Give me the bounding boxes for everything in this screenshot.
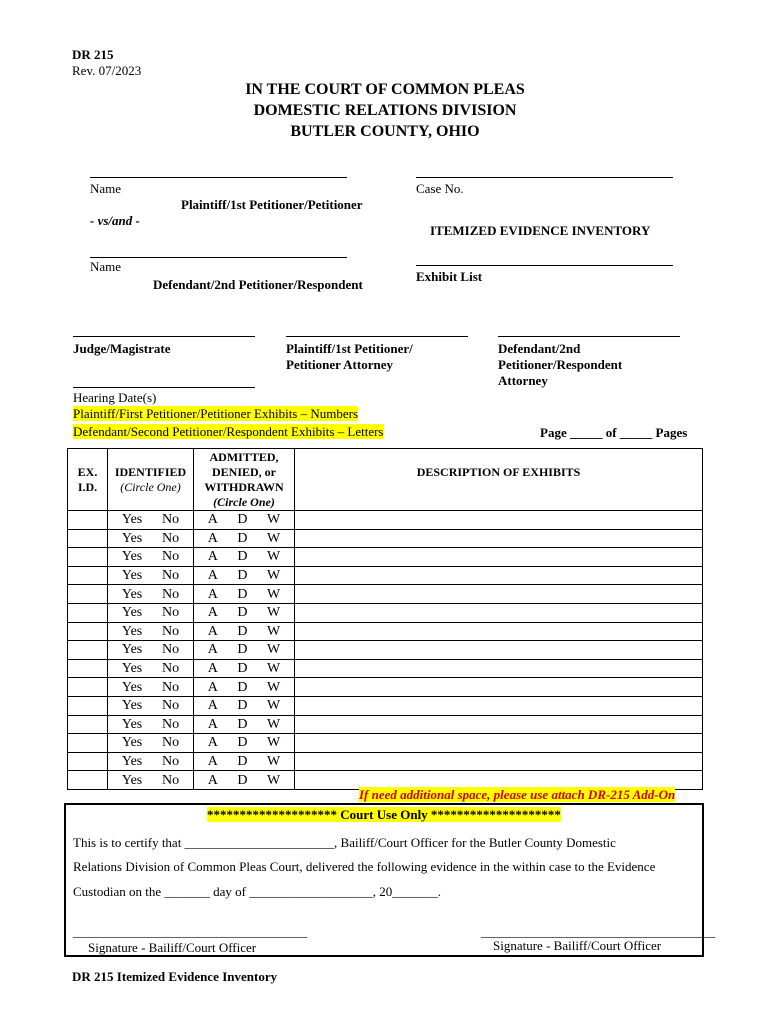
plaintiff-attorney-line: [286, 336, 468, 337]
denied-d[interactable]: D: [237, 698, 248, 714]
description-cell[interactable]: [295, 511, 703, 530]
name-line-2: [90, 257, 347, 258]
admitted-cell[interactable]: [194, 734, 295, 753]
description-cell[interactable]: [295, 715, 703, 734]
name-label-1: Name: [90, 181, 122, 196]
admitted-a[interactable]: A: [207, 530, 218, 546]
identified-yes[interactable]: Yes: [121, 642, 143, 658]
identified-cell[interactable]: [108, 603, 194, 622]
exhibit-id-cell[interactable]: [68, 603, 108, 622]
table-row: [68, 659, 703, 678]
withdrawn-w[interactable]: W: [267, 716, 281, 732]
header-identified: [108, 449, 194, 511]
exhibit-id-cell[interactable]: [68, 659, 108, 678]
identified-cell[interactable]: [108, 715, 194, 734]
header-id-label: I.D.: [77, 479, 98, 494]
admitted-a[interactable]: A: [207, 642, 218, 658]
denied-d[interactable]: D: [237, 530, 248, 546]
admitted-a[interactable]: A: [207, 549, 218, 565]
withdrawn-w[interactable]: W: [267, 549, 281, 565]
identified-cell[interactable]: [108, 696, 194, 715]
identified-cell[interactable]: [108, 734, 194, 753]
table-row: [68, 715, 703, 734]
identified-yes[interactable]: Yes: [121, 568, 143, 584]
denied-d[interactable]: D: [237, 642, 248, 658]
identified-yes[interactable]: Yes: [121, 530, 143, 546]
identified-yes[interactable]: Yes: [121, 716, 143, 732]
header-ex-id: [68, 449, 108, 511]
exhibit-id-cell[interactable]: [68, 529, 108, 548]
signature-label-left: Signature - Bailiff/Court Officer: [88, 940, 257, 955]
signature-line-left: ____________________________________: [73, 924, 307, 939]
identified-yes[interactable]: Yes: [121, 679, 143, 695]
identified-no[interactable]: No: [162, 735, 180, 751]
identified-no[interactable]: No: [162, 698, 180, 714]
admitted-cell[interactable]: [194, 696, 295, 715]
withdrawn-w[interactable]: W: [267, 568, 281, 584]
case-no-label: Case No.: [416, 181, 464, 196]
admitted-a[interactable]: A: [207, 568, 218, 584]
table-row: [68, 734, 703, 753]
identified-no[interactable]: No: [162, 754, 180, 770]
table-row: [68, 752, 703, 771]
withdrawn-w[interactable]: W: [267, 698, 281, 714]
admitted-cell[interactable]: [194, 548, 295, 567]
denied-d[interactable]: D: [237, 735, 248, 751]
denied-d[interactable]: D: [237, 549, 248, 565]
division-title: DOMESTIC RELATIONS DIVISION: [253, 102, 517, 119]
identified-cell[interactable]: [108, 529, 194, 548]
withdrawn-w[interactable]: W: [267, 661, 281, 677]
identified-cell[interactable]: [108, 622, 194, 641]
description-cell[interactable]: [295, 752, 703, 771]
withdrawn-w[interactable]: W: [267, 679, 281, 695]
identified-no[interactable]: No: [162, 772, 180, 788]
admitted-a[interactable]: A: [207, 772, 218, 788]
description-cell[interactable]: [295, 696, 703, 715]
exhibit-list-label: Exhibit List: [416, 269, 483, 284]
evidence-table: [67, 448, 703, 790]
table-row: [68, 696, 703, 715]
identified-yes[interactable]: Yes: [121, 754, 143, 770]
denied-d[interactable]: D: [237, 716, 248, 732]
hearing-dates-label: Hearing Date(s): [73, 390, 157, 405]
identified-no[interactable]: No: [162, 623, 180, 639]
identified-cell[interactable]: [108, 752, 194, 771]
header-ex-label: EX.: [77, 464, 98, 479]
identified-no[interactable]: No: [162, 549, 180, 565]
hearing-date-line: [73, 387, 255, 388]
exhibit-id-cell[interactable]: [68, 548, 108, 567]
judge-label: Judge/Magistrate: [73, 341, 171, 356]
identified-yes[interactable]: Yes: [121, 586, 143, 602]
exhibit-list-line: [416, 265, 673, 266]
exhibit-id-cell[interactable]: [68, 566, 108, 585]
defendant-exhibits-note: Defendant/Second Petitioner/Respondent Exhibits – Letters: [73, 424, 384, 439]
description-cell[interactable]: [295, 734, 703, 753]
table-row: [68, 529, 703, 548]
admitted-a[interactable]: A: [207, 605, 218, 621]
identified-yes[interactable]: Yes: [121, 605, 143, 621]
identified-no[interactable]: No: [162, 568, 180, 584]
identified-no[interactable]: No: [162, 661, 180, 677]
table-row: [68, 622, 703, 641]
exhibit-id-cell[interactable]: [68, 511, 108, 530]
identified-cell[interactable]: [108, 566, 194, 585]
page-count: Page _____ of _____ Pages: [540, 425, 688, 440]
identified-yes[interactable]: Yes: [121, 512, 143, 528]
header-admitted-label: ADMITTED,: [209, 449, 279, 464]
certification-line-3: Custodian on the _______ day of ___________________, 20_______.: [73, 884, 441, 899]
form-number: DR 215: [72, 47, 114, 62]
name-label-2: Name: [90, 259, 122, 274]
admitted-cell[interactable]: [194, 771, 295, 790]
denied-d[interactable]: D: [237, 586, 248, 602]
description-cell[interactable]: [295, 548, 703, 567]
table-row: [68, 566, 703, 585]
defendant-label: Defendant/2nd Petitioner/Respondent: [153, 277, 363, 292]
admitted-cell[interactable]: [194, 511, 295, 530]
table-row: [68, 511, 703, 530]
identified-no[interactable]: No: [162, 530, 180, 546]
description-cell[interactable]: [295, 622, 703, 641]
exhibit-id-cell[interactable]: [68, 696, 108, 715]
admitted-a[interactable]: A: [207, 679, 218, 695]
denied-d[interactable]: D: [237, 605, 248, 621]
identified-no[interactable]: No: [162, 605, 180, 621]
case-no-line: [416, 177, 673, 178]
description-cell[interactable]: [295, 529, 703, 548]
exhibit-id-cell[interactable]: [68, 715, 108, 734]
header-admitted-circle: (Circle One): [213, 494, 275, 509]
exhibit-id-cell[interactable]: [68, 678, 108, 697]
admitted-a[interactable]: A: [207, 754, 218, 770]
court-title: IN THE COURT OF COMMON PLEAS: [245, 81, 525, 98]
header-identified-label: IDENTIFIED: [114, 464, 187, 479]
header-denied-label: DENIED, or: [211, 464, 276, 479]
identified-cell[interactable]: [108, 548, 194, 567]
table-row: [68, 641, 703, 660]
identified-cell[interactable]: [108, 585, 194, 604]
vs-and-label: - vs/and -: [90, 213, 140, 228]
description-cell[interactable]: [295, 678, 703, 697]
denied-d[interactable]: D: [237, 623, 248, 639]
denied-d[interactable]: D: [237, 754, 248, 770]
withdrawn-w[interactable]: W: [267, 586, 281, 602]
exhibit-id-cell[interactable]: [68, 622, 108, 641]
denied-d[interactable]: D: [237, 772, 248, 788]
withdrawn-w[interactable]: W: [267, 642, 281, 658]
signature-line-right: ____________________________________: [481, 924, 715, 939]
withdrawn-w[interactable]: W: [267, 754, 281, 770]
court-use-banner: ******************** Court Use Only ********************: [207, 807, 561, 822]
denied-d[interactable]: D: [237, 512, 248, 528]
plaintiff-attorney-label-2: Petitioner Attorney: [286, 357, 393, 372]
identified-yes[interactable]: Yes: [121, 549, 143, 565]
identified-no[interactable]: No: [162, 716, 180, 732]
description-cell[interactable]: [295, 566, 703, 585]
admitted-cell[interactable]: [194, 641, 295, 660]
denied-d[interactable]: D: [237, 679, 248, 695]
defendant-attorney-label-3: Attorney: [498, 373, 548, 388]
identified-yes[interactable]: Yes: [121, 772, 143, 788]
exhibit-id-cell[interactable]: [68, 585, 108, 604]
table-row: [68, 603, 703, 622]
signature-label-right: Signature - Bailiff/Court Officer: [493, 938, 662, 953]
admitted-cell[interactable]: [194, 715, 295, 734]
defendant-attorney-label-1: Defendant/2nd: [498, 341, 581, 356]
certification-line-1: This is to certify that _______________________, Bailiff/Court Officer for the Butler County Domestic: [73, 835, 616, 850]
exhibit-id-cell[interactable]: [68, 771, 108, 790]
description-cell[interactable]: [295, 585, 703, 604]
withdrawn-w[interactable]: W: [267, 605, 281, 621]
denied-d[interactable]: D: [237, 661, 248, 677]
withdrawn-w[interactable]: W: [267, 530, 281, 546]
footer-title: DR 215 Itemized Evidence Inventory: [72, 969, 278, 984]
identified-no[interactable]: No: [162, 679, 180, 695]
admitted-cell[interactable]: [194, 752, 295, 771]
admitted-cell[interactable]: [194, 566, 295, 585]
exhibit-id-cell[interactable]: [68, 641, 108, 660]
header-description: [295, 449, 703, 511]
admitted-a[interactable]: A: [207, 716, 218, 732]
identified-cell[interactable]: [108, 511, 194, 530]
table-row: [68, 678, 703, 697]
plaintiff-exhibits-note: Plaintiff/First Petitioner/Petitioner Exhibits – Numbers: [73, 406, 359, 421]
admitted-a[interactable]: A: [207, 512, 218, 528]
admitted-cell[interactable]: [194, 529, 295, 548]
withdrawn-w[interactable]: W: [267, 623, 281, 639]
identified-yes[interactable]: Yes: [121, 735, 143, 751]
addon-note: If need additional space, please use attach DR-215 Add-On: [359, 787, 676, 802]
admitted-cell[interactable]: [194, 659, 295, 678]
plaintiff-attorney-label-1: Plaintiff/1st Petitioner/: [286, 341, 413, 356]
certification-line-2: Relations Division of Common Pleas Court, delivered the following evidence in the within case to the Evidence: [73, 859, 656, 874]
header-withdrawn-label: WITHDRAWN: [204, 479, 284, 494]
admitted-cell[interactable]: [194, 585, 295, 604]
admitted-a[interactable]: A: [207, 586, 218, 602]
withdrawn-w[interactable]: W: [267, 735, 281, 751]
header-admitted: [194, 449, 295, 511]
revision-date: Rev. 07/2023: [72, 63, 142, 78]
denied-d[interactable]: D: [237, 568, 248, 584]
table-row: [68, 585, 703, 604]
description-cell[interactable]: [295, 603, 703, 622]
identified-yes[interactable]: Yes: [121, 623, 143, 639]
header-identified-circle: (Circle One): [120, 479, 181, 494]
withdrawn-w[interactable]: W: [267, 772, 281, 788]
identified-yes[interactable]: Yes: [121, 661, 143, 677]
exhibit-id-cell[interactable]: [68, 752, 108, 771]
admitted-cell[interactable]: [194, 678, 295, 697]
table-row: [68, 548, 703, 567]
plaintiff-label: Plaintiff/1st Petitioner/Petitioner: [181, 197, 363, 212]
admitted-a[interactable]: A: [207, 661, 218, 677]
exhibit-id-cell[interactable]: [68, 734, 108, 753]
identified-no[interactable]: No: [162, 586, 180, 602]
admitted-cell[interactable]: [194, 622, 295, 641]
judge-line: [73, 336, 255, 337]
withdrawn-w[interactable]: W: [267, 512, 281, 528]
identified-cell[interactable]: [108, 771, 194, 790]
header-description-label: DESCRIPTION OF EXHIBITS: [416, 465, 581, 479]
identified-cell[interactable]: [108, 641, 194, 660]
county-title: BUTLER COUNTY, OHIO: [290, 123, 480, 140]
document-title: ITEMIZED EVIDENCE INVENTORY: [430, 223, 651, 238]
admitted-a[interactable]: A: [207, 623, 218, 639]
identified-cell[interactable]: [108, 659, 194, 678]
name-line-1: [90, 177, 347, 178]
description-cell[interactable]: [295, 659, 703, 678]
admitted-a[interactable]: A: [207, 735, 218, 751]
defendant-attorney-line: [498, 336, 680, 337]
admitted-a[interactable]: A: [207, 698, 218, 714]
identified-yes[interactable]: Yes: [121, 698, 143, 714]
identified-cell[interactable]: [108, 678, 194, 697]
defendant-attorney-label-2: Petitioner/Respondent: [498, 357, 623, 372]
description-cell[interactable]: [295, 641, 703, 660]
admitted-cell[interactable]: [194, 603, 295, 622]
identified-no[interactable]: No: [162, 512, 180, 528]
identified-no[interactable]: No: [162, 642, 180, 658]
